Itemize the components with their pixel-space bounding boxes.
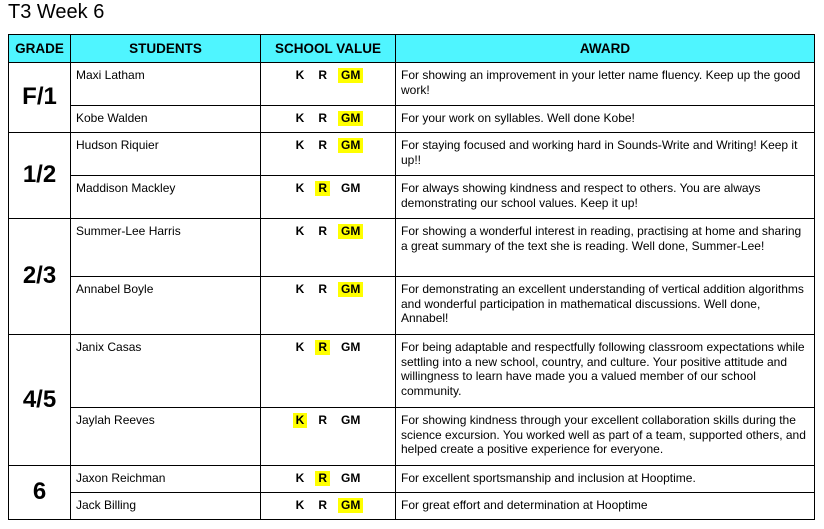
value-gm: GM <box>338 138 363 153</box>
school-value-cell <box>261 277 396 335</box>
award-text: For showing an improvement in your letter name fluency. Keep up the good work! <box>396 63 815 106</box>
student-name: Jack Billing <box>71 493 261 520</box>
table-row <box>9 408 815 466</box>
header-award: AWARD <box>396 35 815 63</box>
award-text: For being adaptable and respectfully following classroom expectations while settling into a new school, country, and culture. Your positive attitude and willingness to learn have made you a valued member of our school community. <box>396 335 815 408</box>
value-r: R <box>318 224 327 238</box>
grade-cell: 1/2 <box>9 133 71 219</box>
value-k: K <box>295 282 305 296</box>
school-value-cell <box>261 219 396 277</box>
value-gm: GM <box>338 498 363 513</box>
student-name: Hudson Riquier <box>71 133 261 176</box>
student-name: Kobe Walden <box>71 106 261 133</box>
table-row <box>9 176 815 219</box>
value-r: R <box>315 181 330 196</box>
value-r: R <box>315 340 330 355</box>
award-text: For demonstrating an excellent understanding of vertical addition algorithms and wonderful participation in mathematical discussions. Well done, Annabel! <box>396 277 815 335</box>
grade-cell: 4/5 <box>9 335 71 466</box>
grade-cell: 6 <box>9 466 71 520</box>
table-row <box>9 277 815 335</box>
table-row <box>9 133 815 176</box>
value-k: K <box>295 111 305 125</box>
school-value-cell <box>261 176 396 219</box>
school-value-cell <box>261 63 396 106</box>
student-name: Janix Casas <box>71 335 261 408</box>
value-r: R <box>318 282 327 296</box>
table-row <box>9 63 815 106</box>
value-k: K <box>295 224 305 238</box>
student-name: Maxi Latham <box>71 63 261 106</box>
award-text: For always showing kindness and respect to others. You are always demonstrating our school values. Keep it up! <box>396 176 815 219</box>
value-gm: GM <box>341 340 361 354</box>
value-gm: GM <box>338 68 363 83</box>
award-text: For great effort and determination at Hooptime <box>396 493 815 520</box>
grade-cell: F/1 <box>9 63 71 133</box>
award-text: For showing a wonderful interest in reading, practising at home and sharing a great summary of the text she is reading. Well done, Summer-Lee! <box>396 219 815 277</box>
value-k: K <box>293 413 308 428</box>
value-k: K <box>295 471 305 485</box>
award-text: For your work on syllables. Well done Kobe! <box>396 106 815 133</box>
student-name: Annabel Boyle <box>71 277 261 335</box>
value-r: R <box>318 111 327 125</box>
value-r: R <box>318 68 327 82</box>
value-k: K <box>295 68 305 82</box>
value-k: K <box>295 498 305 512</box>
header-row <box>9 35 815 63</box>
header-students: STUDENTS <box>71 35 261 63</box>
value-gm: GM <box>338 111 363 126</box>
grade-cell: 2/3 <box>9 219 71 335</box>
table-row <box>9 466 815 493</box>
page-title: T3 Week 6 <box>8 1 105 23</box>
student-name: Summer-Lee Harris <box>71 219 261 277</box>
value-gm: GM <box>338 224 363 239</box>
school-value-cell <box>261 106 396 133</box>
student-name: Jaxon Reichman <box>71 466 261 493</box>
student-name: Jaylah Reeves <box>71 408 261 466</box>
school-value-cell <box>261 493 396 520</box>
value-r: R <box>318 498 327 512</box>
value-gm: GM <box>338 282 363 297</box>
value-gm: GM <box>341 413 361 427</box>
table-body <box>9 63 815 520</box>
student-name: Maddison Mackley <box>71 176 261 219</box>
value-gm: GM <box>341 181 361 195</box>
award-text: For excellent sportsmanship and inclusion at Hooptime. <box>396 466 815 493</box>
table-row <box>9 335 815 408</box>
value-r: R <box>315 471 330 486</box>
value-gm: GM <box>341 471 361 485</box>
school-value-cell <box>261 466 396 493</box>
value-k: K <box>295 138 305 152</box>
awards-table <box>8 34 815 520</box>
value-r: R <box>318 413 327 427</box>
award-text: For staying focused and working hard in Sounds-Write and Writing! Keep it up!! <box>396 133 815 176</box>
table-row <box>9 106 815 133</box>
value-k: K <box>295 181 305 195</box>
school-value-cell <box>261 408 396 466</box>
table-row <box>9 493 815 520</box>
school-value-cell <box>261 335 396 408</box>
table-row <box>9 219 815 277</box>
school-value-cell <box>261 133 396 176</box>
header-grade: GRADE <box>9 35 71 63</box>
value-r: R <box>318 138 327 152</box>
award-text: For showing kindness through your excellent collaboration skills during the science excursion. You worked well as part of a team, supported others, and helped create a positive experience for everyone. <box>396 408 815 466</box>
header-school-value: SCHOOL VALUE <box>261 35 396 63</box>
value-k: K <box>295 340 305 354</box>
